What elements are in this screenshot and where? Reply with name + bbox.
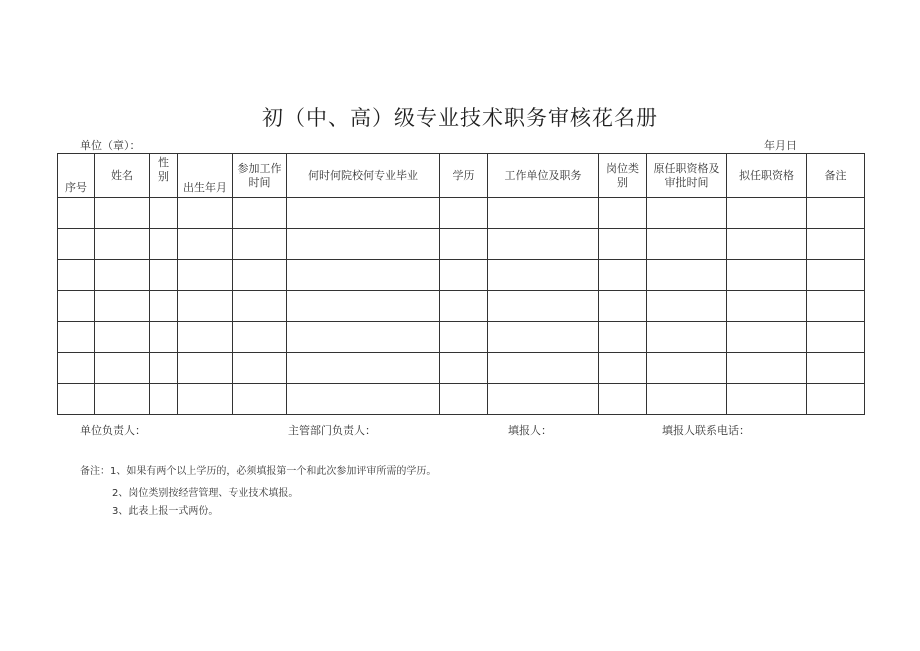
table-cell[interactable] <box>287 198 440 229</box>
col-header-index: 序号 <box>58 154 95 198</box>
table-cell[interactable] <box>488 198 599 229</box>
page-title: 初（中、高）级专业技术职务审核花名册 <box>262 106 658 130</box>
table-cell[interactable] <box>178 322 233 353</box>
table-cell[interactable] <box>95 384 150 415</box>
table-cell[interactable] <box>807 260 865 291</box>
table-cell[interactable] <box>178 198 233 229</box>
unit-head-label: 单位负责人： <box>80 424 146 437</box>
table-cell[interactable] <box>178 260 233 291</box>
table-cell[interactable] <box>647 353 727 384</box>
col-header-work-start-line2: 时间 <box>248 175 271 189</box>
note-line-1: 备注：1、如果有两个以上学历的，必须填报第一个和此次参加评审所需的学历。 <box>80 466 437 477</box>
col-header-gender-line1: 性 <box>158 156 169 169</box>
col-header-birth: 出生年月 <box>178 154 233 198</box>
col-header-post-type-line1: 岗位类 <box>606 161 639 175</box>
table-cell[interactable] <box>727 260 807 291</box>
col-header-original-qual-line1: 原任职资格及 <box>653 161 720 175</box>
table-cell[interactable] <box>440 229 488 260</box>
table-cell[interactable] <box>488 353 599 384</box>
table-cell[interactable] <box>440 291 488 322</box>
date-label: 年月日 <box>764 139 797 152</box>
col-header-original-qual <box>647 154 727 198</box>
table-cell[interactable] <box>488 229 599 260</box>
table-cell[interactable] <box>95 229 150 260</box>
col-header-remarks: 备注 <box>807 154 865 198</box>
dept-head-label: 主管部门负责人： <box>288 424 376 437</box>
table-cell[interactable] <box>727 322 807 353</box>
table-cell[interactable] <box>178 291 233 322</box>
table-cell[interactable] <box>440 384 488 415</box>
table-cell[interactable] <box>150 384 178 415</box>
col-header-post-type-line2: 别 <box>617 175 628 189</box>
table-cell[interactable] <box>807 353 865 384</box>
col-header-work-start-line1: 参加工作 <box>237 161 282 175</box>
col-header-original-qual-line2: 审批时间 <box>664 175 709 189</box>
table-cell[interactable] <box>233 384 287 415</box>
filler-label: 填报人： <box>508 424 552 437</box>
table-cell[interactable] <box>58 384 95 415</box>
table-row <box>58 353 865 384</box>
filler-phone-label: 填报人联系电话： <box>662 424 750 437</box>
unit-stamp-label: 单位（章）： <box>80 139 141 152</box>
table-cell[interactable] <box>647 229 727 260</box>
table-cell[interactable] <box>287 322 440 353</box>
table-cell[interactable] <box>647 260 727 291</box>
table-cell[interactable] <box>599 353 647 384</box>
table-cell[interactable] <box>727 198 807 229</box>
col-header-work-start <box>233 154 287 198</box>
table-cell[interactable] <box>440 260 488 291</box>
col-header-gender <box>150 154 178 198</box>
table-cell[interactable] <box>807 229 865 260</box>
table-cell[interactable] <box>233 291 287 322</box>
table-cell[interactable] <box>807 291 865 322</box>
table-cell[interactable] <box>150 229 178 260</box>
note-line-2: 2、岗位类别按经营管理、专业技术填报。 <box>112 488 299 499</box>
table-cell[interactable] <box>599 291 647 322</box>
table-cell[interactable] <box>233 322 287 353</box>
table-cell[interactable] <box>440 322 488 353</box>
table-row <box>58 229 865 260</box>
table-cell[interactable] <box>647 198 727 229</box>
table-cell[interactable] <box>440 198 488 229</box>
table-cell[interactable] <box>58 229 95 260</box>
col-header-proposed-qual: 拟任职资格 <box>727 154 807 198</box>
table-cell[interactable] <box>599 322 647 353</box>
table-cell[interactable] <box>233 353 287 384</box>
table-cell[interactable] <box>727 384 807 415</box>
table-cell[interactable] <box>58 353 95 384</box>
table-cell[interactable] <box>233 260 287 291</box>
table-cell[interactable] <box>727 229 807 260</box>
table-row <box>58 291 865 322</box>
table-cell[interactable] <box>488 322 599 353</box>
header-row <box>58 154 865 198</box>
table-cell[interactable] <box>95 198 150 229</box>
table-cell[interactable] <box>647 322 727 353</box>
table-cell[interactable] <box>95 260 150 291</box>
table-row <box>58 198 865 229</box>
table-cell[interactable] <box>150 198 178 229</box>
table-cell[interactable] <box>178 384 233 415</box>
table-cell[interactable] <box>95 353 150 384</box>
table-cell[interactable] <box>58 322 95 353</box>
table-cell[interactable] <box>287 260 440 291</box>
table-cell[interactable] <box>727 353 807 384</box>
table-cell[interactable] <box>287 229 440 260</box>
table-cell[interactable] <box>150 322 178 353</box>
table-cell[interactable] <box>488 384 599 415</box>
table-cell[interactable] <box>599 229 647 260</box>
table-cell[interactable] <box>807 322 865 353</box>
table-cell[interactable] <box>58 198 95 229</box>
roster-body <box>58 198 865 415</box>
table-cell[interactable] <box>807 384 865 415</box>
table-cell[interactable] <box>233 198 287 229</box>
table-cell[interactable] <box>647 291 727 322</box>
table-row <box>58 384 865 415</box>
table-cell[interactable] <box>727 291 807 322</box>
col-header-workplace: 工作单位及职务 <box>488 154 599 198</box>
table-cell[interactable] <box>488 260 599 291</box>
table-cell[interactable] <box>58 260 95 291</box>
col-header-education: 学历 <box>440 154 488 198</box>
col-header-post-type <box>599 154 647 198</box>
table-row <box>58 260 865 291</box>
table-cell[interactable] <box>599 198 647 229</box>
table-cell[interactable] <box>95 291 150 322</box>
table-cell[interactable] <box>287 291 440 322</box>
note-line-3: 3、此表上报一式两份。 <box>112 506 219 517</box>
table-cell[interactable] <box>287 384 440 415</box>
col-header-graduation: 何时何院校何专业毕业 <box>287 154 440 198</box>
col-header-name: 姓名 <box>95 154 150 198</box>
table-cell[interactable] <box>178 229 233 260</box>
table-cell[interactable] <box>287 353 440 384</box>
table-cell[interactable] <box>58 291 95 322</box>
table-cell[interactable] <box>599 260 647 291</box>
roster-table <box>57 153 865 415</box>
table-row <box>58 322 865 353</box>
table-cell[interactable] <box>599 384 647 415</box>
table-cell[interactable] <box>150 260 178 291</box>
table-cell[interactable] <box>178 353 233 384</box>
table-cell[interactable] <box>807 198 865 229</box>
table-cell[interactable] <box>233 229 287 260</box>
table-cell[interactable] <box>150 291 178 322</box>
table-cell[interactable] <box>150 353 178 384</box>
table-cell[interactable] <box>488 291 599 322</box>
table-cell[interactable] <box>95 322 150 353</box>
table-cell[interactable] <box>440 353 488 384</box>
col-header-gender-line2: 别 <box>158 170 169 183</box>
table-cell[interactable] <box>647 384 727 415</box>
